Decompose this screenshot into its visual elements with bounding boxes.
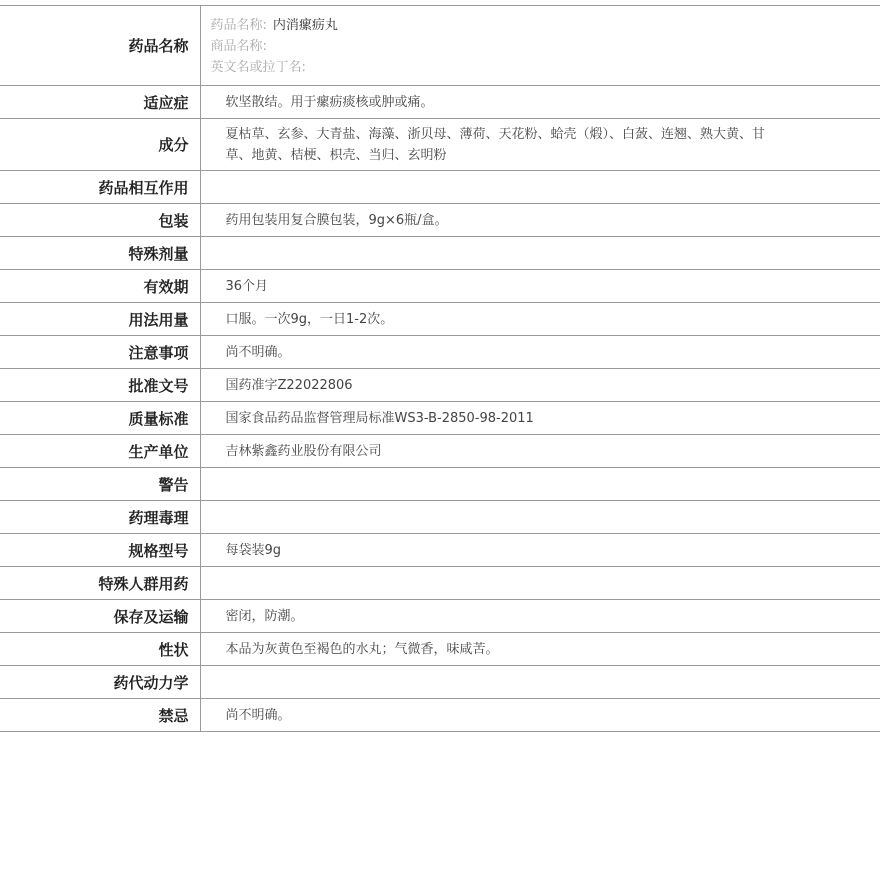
row-value: 国家食品药品监督管理局标准WS3-B-2850-98-2011 bbox=[200, 402, 880, 435]
row-label: 性状 bbox=[0, 633, 200, 666]
row-label: 成分 bbox=[0, 119, 200, 171]
row-value: 尚不明确。 bbox=[200, 336, 880, 369]
english-name-line bbox=[211, 57, 880, 78]
row-value: 本品为灰黄色至褐色的水丸；气微香，味咸苦。 bbox=[200, 633, 880, 666]
row-value: 国药准字Z22022806 bbox=[200, 369, 880, 402]
row-usage-dosage bbox=[0, 303, 880, 336]
row-pharmacokinetics bbox=[0, 666, 880, 699]
row-label: 保存及运输 bbox=[0, 600, 200, 633]
drug-info-sheet bbox=[0, 5, 880, 732]
drug-name-key: 药品名称: bbox=[210, 18, 267, 33]
row-label: 适应症 bbox=[0, 86, 200, 119]
row-special-populations bbox=[0, 567, 880, 600]
row-value bbox=[200, 567, 880, 600]
row-label: 用法用量 bbox=[0, 303, 200, 336]
row-ingredients bbox=[0, 119, 880, 171]
row-value bbox=[200, 171, 880, 204]
english-name-key: 英文名或拉丁名: bbox=[210, 60, 306, 75]
drug-info-table bbox=[0, 5, 880, 732]
row-label: 药理毒理 bbox=[0, 501, 200, 534]
row-value: 口服。一次9g，一日1-2次。 bbox=[200, 303, 880, 336]
row-precautions bbox=[0, 336, 880, 369]
row-value: 密闭，防潮。 bbox=[200, 600, 880, 633]
row-shelf-life bbox=[0, 270, 880, 303]
trade-name-line bbox=[211, 36, 880, 57]
row-value: 夏枯草、玄参、大青盐、海藻、浙贝母、薄荷、天花粉、蛤壳（煅）、白蔹、连翘、熟大黄、甘草、地黄、桔梗、枳壳、当归、玄明粉 bbox=[200, 119, 880, 171]
row-label: 药品名称 bbox=[0, 6, 200, 86]
drug-name-line bbox=[211, 15, 880, 36]
row-approval-number bbox=[0, 369, 880, 402]
row-label: 药代动力学 bbox=[0, 666, 200, 699]
row-value bbox=[200, 666, 880, 699]
row-special-dosage bbox=[0, 237, 880, 270]
row-indications bbox=[0, 86, 880, 119]
row-label: 包装 bbox=[0, 204, 200, 237]
row-value bbox=[200, 501, 880, 534]
row-storage-transport bbox=[0, 600, 880, 633]
name-block bbox=[201, 6, 880, 85]
row-packaging bbox=[0, 204, 880, 237]
row-value: 尚不明确。 bbox=[200, 699, 880, 732]
row-label: 规格型号 bbox=[0, 534, 200, 567]
row-label: 质量标准 bbox=[0, 402, 200, 435]
drug-name-value: 内消瘰疬丸 bbox=[272, 18, 338, 33]
row-pharmacology-toxicology bbox=[0, 501, 880, 534]
row-label: 生产单位 bbox=[0, 435, 200, 468]
row-label: 有效期 bbox=[0, 270, 200, 303]
row-contraindications bbox=[0, 699, 880, 732]
row-specification bbox=[0, 534, 880, 567]
row-drug-name bbox=[0, 6, 880, 86]
row-warning bbox=[0, 468, 880, 501]
row-label: 特殊人群用药 bbox=[0, 567, 200, 600]
row-label: 禁忌 bbox=[0, 699, 200, 732]
row-label: 特殊剂量 bbox=[0, 237, 200, 270]
row-value bbox=[200, 468, 880, 501]
row-description bbox=[0, 633, 880, 666]
row-value: 每袋装9g bbox=[200, 534, 880, 567]
name-cell bbox=[200, 6, 880, 86]
row-label: 药品相互作用 bbox=[0, 171, 200, 204]
row-quality-standard bbox=[0, 402, 880, 435]
row-value: 36个月 bbox=[200, 270, 880, 303]
row-interactions bbox=[0, 171, 880, 204]
row-value: 药用包装用复合膜包装，9g×6瓶/盒。 bbox=[200, 204, 880, 237]
row-manufacturer bbox=[0, 435, 880, 468]
row-value: 吉林紫鑫药业股份有限公司 bbox=[200, 435, 880, 468]
trade-name-key: 商品名称: bbox=[210, 39, 267, 54]
row-value: 软坚散结。用于瘰疬痰核或肿或痛。 bbox=[200, 86, 880, 119]
row-label: 批准文号 bbox=[0, 369, 200, 402]
row-value bbox=[200, 237, 880, 270]
row-label: 警告 bbox=[0, 468, 200, 501]
row-label: 注意事项 bbox=[0, 336, 200, 369]
